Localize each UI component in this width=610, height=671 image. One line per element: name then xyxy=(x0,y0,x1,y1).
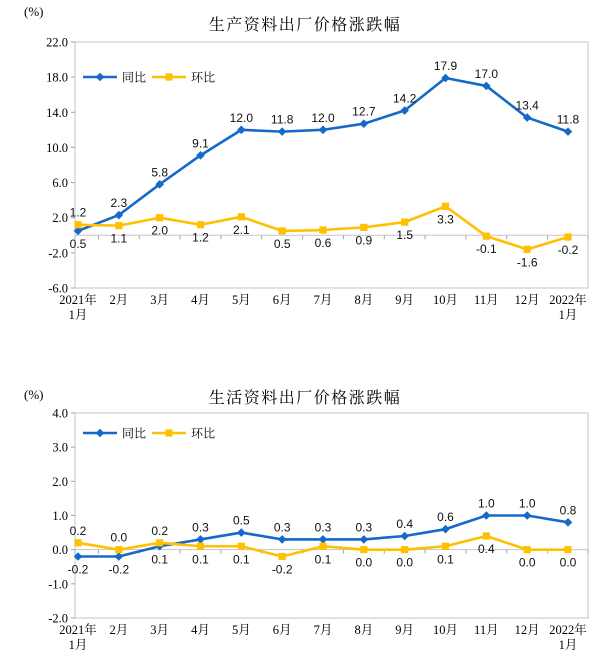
mom-point-marker xyxy=(442,203,449,210)
consumer-percent-unit-label: (%) xyxy=(24,387,44,402)
x-axis-tick-label: 2月 xyxy=(109,623,129,637)
data-label: 2.3 xyxy=(110,196,128,211)
data-label: 17.9 xyxy=(433,59,458,74)
mom-point-marker xyxy=(360,546,367,553)
data-label: 12.0 xyxy=(229,110,254,125)
y-axis-tick-label: 4.0 xyxy=(52,406,68,421)
mom-point-marker xyxy=(401,219,408,226)
legend-mom-marker xyxy=(165,73,172,80)
data-label: 0.1 xyxy=(192,552,209,567)
x-axis-tick-label: 4月 xyxy=(191,623,210,637)
producer-chart-title: 生产资料出厂价格涨跌幅 xyxy=(208,17,402,34)
y-axis-tick-label: 14.0 xyxy=(46,105,68,120)
y-axis-tick-label: 2.0 xyxy=(52,474,68,489)
mom-point-marker xyxy=(442,543,449,550)
mom-point-marker xyxy=(115,222,122,229)
mom-point-marker xyxy=(156,214,163,221)
legend-mom-label: 环比 xyxy=(191,426,216,441)
y-axis-tick-label: -2.0 xyxy=(48,611,68,626)
mom-point-marker xyxy=(564,546,571,553)
data-label: 0.0 xyxy=(355,555,373,570)
mom-point-marker xyxy=(238,543,245,550)
y-axis-tick-label: -1.0 xyxy=(48,577,68,592)
mom-point-marker xyxy=(279,227,286,234)
data-label: -0.2 xyxy=(108,562,130,577)
data-label: 0.0 xyxy=(396,555,414,570)
x-axis-tick-label: 9月 xyxy=(395,293,415,307)
x-axis-tick-label: 5月 xyxy=(231,623,251,637)
x-axis-tick-label: 3月 xyxy=(150,623,170,637)
data-label: 5.8 xyxy=(151,165,169,180)
data-label: -1.6 xyxy=(516,255,538,270)
x-axis-tick-label: 9月 xyxy=(395,623,415,637)
x-axis-tick-label: 11月 xyxy=(474,623,499,637)
y-axis-tick-label: 6.0 xyxy=(52,176,68,191)
x-axis-tick-label: 6月 xyxy=(272,623,292,637)
data-label: 1.2 xyxy=(69,205,87,220)
legend-yoy-label: 同比 xyxy=(122,426,147,441)
mom-point-marker xyxy=(197,221,204,228)
yoy-point-marker xyxy=(400,532,409,541)
data-label: 0.5 xyxy=(69,236,87,251)
data-label: 0.0 xyxy=(518,555,536,570)
x-axis-tick-label: 2021年 xyxy=(59,623,97,637)
yoy-point-marker xyxy=(196,535,205,544)
data-label: 0.3 xyxy=(273,520,291,535)
mom-point-marker xyxy=(74,221,81,228)
yoy-point-marker xyxy=(319,126,328,135)
mom-point-marker xyxy=(74,539,81,546)
mom-point-marker xyxy=(524,246,531,253)
data-label: 12.7 xyxy=(352,104,376,119)
consumer-chart-title: 生活资料出厂价格涨跌幅 xyxy=(208,390,402,407)
x-axis-tick-label: 2021年 xyxy=(59,293,97,307)
x-axis-tick-label: 1月 xyxy=(68,638,88,652)
yoy-point-marker xyxy=(115,552,124,561)
data-label: 0.3 xyxy=(355,520,373,535)
yoy-point-marker xyxy=(278,127,287,136)
y-axis-tick-label: 2.0 xyxy=(52,211,68,226)
data-label: -0.1 xyxy=(475,242,497,257)
series-yoy-line xyxy=(78,78,568,231)
data-label: 0.1 xyxy=(232,552,250,567)
data-label: 0.6 xyxy=(314,236,332,251)
data-label: 0.2 xyxy=(151,523,169,538)
mom-point-marker xyxy=(319,543,326,550)
data-label: 0.4 xyxy=(396,517,414,531)
x-axis-tick-label: 2月 xyxy=(109,293,129,307)
data-label: 11.8 xyxy=(270,112,294,127)
x-axis-tick-label: 7月 xyxy=(313,293,333,307)
yoy-point-marker xyxy=(523,511,532,520)
data-label: 11.8 xyxy=(556,112,580,127)
data-label: 1.0 xyxy=(518,496,536,511)
x-axis-tick-label: 10月 xyxy=(432,293,459,307)
data-label: 2.0 xyxy=(151,223,169,238)
data-label: 14.2 xyxy=(392,91,417,106)
x-axis-tick-label: 7月 xyxy=(313,623,333,637)
data-label: 2.1 xyxy=(232,222,250,237)
y-axis-tick-label: 10.0 xyxy=(46,140,68,155)
data-label: 0.4 xyxy=(477,542,495,556)
x-axis-tick-label: 11月 xyxy=(474,293,499,307)
y-axis-tick-label: 22.0 xyxy=(46,35,68,50)
data-label: -0.2 xyxy=(67,562,89,577)
y-axis-tick-label: 18.0 xyxy=(46,70,68,85)
mom-point-marker xyxy=(483,532,490,539)
consumer-chart-plot xyxy=(0,375,610,671)
data-label: 0.0 xyxy=(110,530,128,545)
consumer-goods-price-chart xyxy=(0,375,610,671)
y-axis-tick-label: -2.0 xyxy=(48,246,68,261)
mom-point-marker xyxy=(238,213,245,220)
x-axis-tick-label: 1月 xyxy=(68,308,88,322)
mom-point-marker xyxy=(401,546,408,553)
mom-point-marker xyxy=(115,546,122,553)
y-axis-tick-label: 3.0 xyxy=(52,440,68,455)
data-label: 0.2 xyxy=(69,523,87,538)
legend-yoy-marker xyxy=(96,73,105,82)
x-axis-tick-label: 2022年 xyxy=(549,293,587,307)
x-axis-tick-label: 1月 xyxy=(558,308,578,322)
data-label: 0.5 xyxy=(273,236,291,251)
data-label: 0.1 xyxy=(314,552,332,567)
data-label: 0.5 xyxy=(232,513,250,528)
x-axis-tick-label: 6月 xyxy=(272,293,292,307)
data-label: 1.5 xyxy=(396,228,414,243)
yoy-point-marker xyxy=(564,127,573,136)
yoy-point-marker xyxy=(360,535,369,544)
mom-point-marker xyxy=(524,546,531,553)
data-label: 13.4 xyxy=(515,98,539,113)
data-label: 0.3 xyxy=(314,520,332,535)
data-label: 9.1 xyxy=(192,136,209,151)
yoy-point-marker xyxy=(482,511,491,520)
legend-mom-label: 环比 xyxy=(191,70,216,85)
mom-point-marker xyxy=(319,226,326,233)
x-axis-tick-label: 12月 xyxy=(514,293,540,307)
mom-point-marker xyxy=(564,233,571,240)
data-label: 0.8 xyxy=(559,503,577,518)
mom-point-marker xyxy=(360,224,367,231)
mom-point-marker xyxy=(197,543,204,550)
data-label: -0.2 xyxy=(557,243,579,258)
x-axis-tick-label: 1月 xyxy=(558,638,578,652)
mom-point-marker xyxy=(279,553,286,560)
legend-mom-marker xyxy=(165,429,172,436)
yoy-point-marker xyxy=(564,518,573,527)
mom-point-marker xyxy=(156,539,163,546)
x-axis-tick-label: 3月 xyxy=(150,293,170,307)
data-label: 17.0 xyxy=(474,66,499,81)
x-axis-tick-label: 4月 xyxy=(191,293,210,307)
data-label: 0.0 xyxy=(559,555,577,570)
data-label: 12.0 xyxy=(311,110,335,125)
yoy-point-marker xyxy=(319,535,328,544)
data-label: 0.6 xyxy=(437,510,454,525)
data-label: 1.2 xyxy=(192,230,209,245)
yoy-point-marker xyxy=(360,119,369,128)
yoy-point-marker xyxy=(237,528,246,537)
data-label: 0.9 xyxy=(355,233,373,248)
data-label: -0.2 xyxy=(271,562,293,577)
y-axis-tick-label: 1.0 xyxy=(52,509,68,523)
legend-yoy-marker xyxy=(96,429,105,438)
data-label: 1.0 xyxy=(477,496,495,511)
data-label: 0.3 xyxy=(192,520,209,535)
data-label: 3.3 xyxy=(437,212,454,227)
x-axis-tick-label: 8月 xyxy=(354,293,374,307)
producer-percent-unit-label: (%) xyxy=(24,4,44,19)
x-axis-tick-label: 8月 xyxy=(354,623,374,637)
y-axis-tick-label: -6.0 xyxy=(48,281,68,296)
y-axis-tick-label: 0.0 xyxy=(52,543,68,558)
data-label: 1.1 xyxy=(110,231,128,246)
x-axis-tick-label: 2022年 xyxy=(549,623,587,637)
x-axis-tick-label: 5月 xyxy=(231,293,251,307)
mom-point-marker xyxy=(483,233,490,240)
yoy-point-marker xyxy=(441,525,450,534)
data-label: 0.1 xyxy=(437,552,454,567)
legend-yoy-label: 同比 xyxy=(122,70,147,85)
yoy-point-marker xyxy=(278,535,287,544)
data-label: 0.1 xyxy=(151,552,169,567)
x-axis-tick-label: 12月 xyxy=(514,623,540,637)
x-axis-tick-label: 10月 xyxy=(432,623,459,637)
